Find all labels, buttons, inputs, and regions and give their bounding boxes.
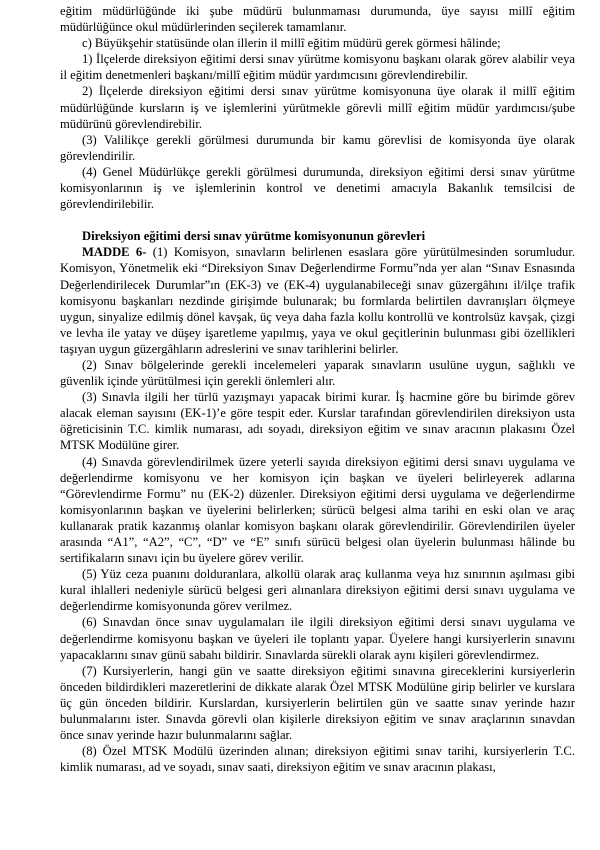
paragraph-item-2: 2) İlçelerde direksiyon eğitimi dersi sınav yürütme komisyonuna üye olarak il millî eğitim müdürlüğünde kursların iş ve işlemlerini yürütmekle görevli millî eğitim müdür yardımcısı/şube müdürünü görevlendirebilir. [60, 84, 575, 131]
paragraph-3: (3) Valilikçe gerekli görülmesi durumunda bir kamu görevlisi de komisyonda üye olarak görevlendirilir. [60, 132, 575, 163]
madde-6-paragraph-6: (6) Sınavdan önce sınav uygulamaları ile ilgili direksiyon eğitimi dersi sınavı uygulama ve değerlendirme komisyonu başkan ve üyeleri ile toplantı yapar. Üyelere hangi kursiyerlerin sınavını yapacaklarını sınav günü sabahı bildirir. Sınavlarda sürekli olarak aynı kişileri görevlendirmez. [60, 615, 575, 662]
madde-6-paragraph-4: (4) Sınavda görevlendirilmek üzere yeterli sayıda direksiyon eğitimi dersi sınavı uygulama ve değerlendirme komisyonu ve her komisyon için başkan ve üyeleri belirleyerek adlarına “Görevlendirme Formu” nu (EK-2) düzenler. Direksiyon eğitimi dersi uygulama ve değerlendirme komisyonlarının başkan ve üyelerini belirlerken; sürücü belgesi alma tarihi en eski olan ve araç kullanarak pratik kazanmış olanlar komisyon başkanı olarak görevlendirilir. Görevlendirilen üyeler arasında “A1”, “A2”, “C”, “D” ve “E” sınıfı sürücü belgesi olan üyelerin bulunması hâlinde bu sertifikaların sınavı için bu üyelere görev verilir. [60, 454, 575, 566]
madde-6-paragraph-3: (3) Sınavla ilgili her türlü yazışmayı yapacak birimi kurar. İş hacmine göre bu birimde görev alacak eleman sayısını (EK-1)’e göre tespit eder. Kurslar tarafından görevlendirilen direksiyon usta öğreticisinin T.C. kimlik numarası, adı soyadı, direksiyon eğitim ve sınav aracının plakasını Özel MTSK Modülüne girer. [60, 390, 575, 453]
paragraph-continued: eğitim müdürlüğünde iki şube müdürü bulunmaması durumunda, üye sayısı millî eğitim müdürlüğünce okul müdürlerinden seçilerek tamamlanır. [60, 4, 575, 35]
madde-6-paragraph-1 [60, 244, 575, 357]
madde-6-paragraph-2: (2) Sınav bölgelerinde gerekli incelemeleri yaparak sınavların usulüne uygun, sağlıklı ve güvenlik içinde yürütülmesi için gerekli önlemleri alır. [60, 357, 575, 389]
madde-6-paragraph-7: (7) Kursiyerlerin, hangi gün ve saatte direksiyon eğitimi sınavına gireceklerini kursiyerlerin önceden bildirdikleri mazeretlerini de dikkate alarak Özel MTSK Modülüne girip belirler ve kurslara üç gün önceden bildirir. Kurslardan, kursiyerlerin belirtilen gün ve saatte sınav yerinde hazır bulunmalarını ister. Sınavda görevli olan kişilerle direksiyon eğitim ve sınav araçlarının sınavdan önce sınav yerinde hazır bulunmalarını sağlar. [60, 663, 575, 743]
paragraph-4: (4) Genel Müdürlükçe gerekli görülmesi durumunda, direksiyon eğitimi dersi sınav yürütme komisyonlarının iş ve işlemlerinin kontrol ve denetimi amacıyla Bakanlık temsilcisi de görevlendirilebilir. [60, 164, 575, 212]
madde-label: MADDE 6- [82, 245, 147, 260]
paragraph-clause-c: c) Büyükşehir statüsünde olan illerin il millî eğitim müdürü gerek görmesi hâlinde; [82, 36, 501, 51]
madde-6-text-1: (1) Komisyon, sınavların belirlenen esaslara göre yürütülmesinden sorumludur. Komisyon, Yönetmelik eki “Direksiyon Sınav Değerlendirme Formu”nda yer alan “Sınav Esnasında Değerlendirilecek Durumlar”ın (EK-3) ve (EK-4) uygulanabileceği sınav güzergâhını il/ilçe trafik komisyonu başkanları nezdinde girişimde bulunarak; bu formlarda belirtilen davranışları ölçmeye uygun, sinyalize edilmiş dönel kavşak, üç veya daha fazla kollu kontrollü ve kontrolsüz kavşak, çizgi ve levha ile yatay ve düşey işaretleme yapılmış, yaya ve okul geçitlerinin bulunması gibi özellikleri taşıyan uygun güzergâhların adreslerini ve sınav tarihlerini belirler. [60, 245, 575, 356]
paragraph-item-1: 1) İlçelerde direksiyon eğitimi dersi sınav yürütme komisyonu başkanı olarak görev alabilir veya il eğitim denetmenleri başkanı/millî eğitim müdür yardımcısını görevlendirebilir. [60, 52, 575, 83]
section-heading: Direksiyon eğitimi dersi sınav yürütme komisyonunun görevleri [82, 229, 426, 244]
madde-6-paragraph-5: (5) Yüz ceza puanını dolduranlara, alkollü olarak araç kullanma veya hız sınırının aşılması gibi kural ihlalleri nedeniyle sürücü belgesi geri alınanlara direksiyon eğitimi dersi sınavı uygulama ve değerlendirme komisyonunda görev verilmez. [60, 567, 575, 614]
section-spacer [60, 212, 575, 228]
madde-6-paragraph-8: (8) Özel MTSK Modülü üzerinden alınan; direksiyon eğitimi sınav tarihi, kursiyerlerin T.C. kimlik numarası, ad ve soyadı, sınav saati, direksiyon eğitim ve sınav aracının plakası, [60, 744, 575, 775]
